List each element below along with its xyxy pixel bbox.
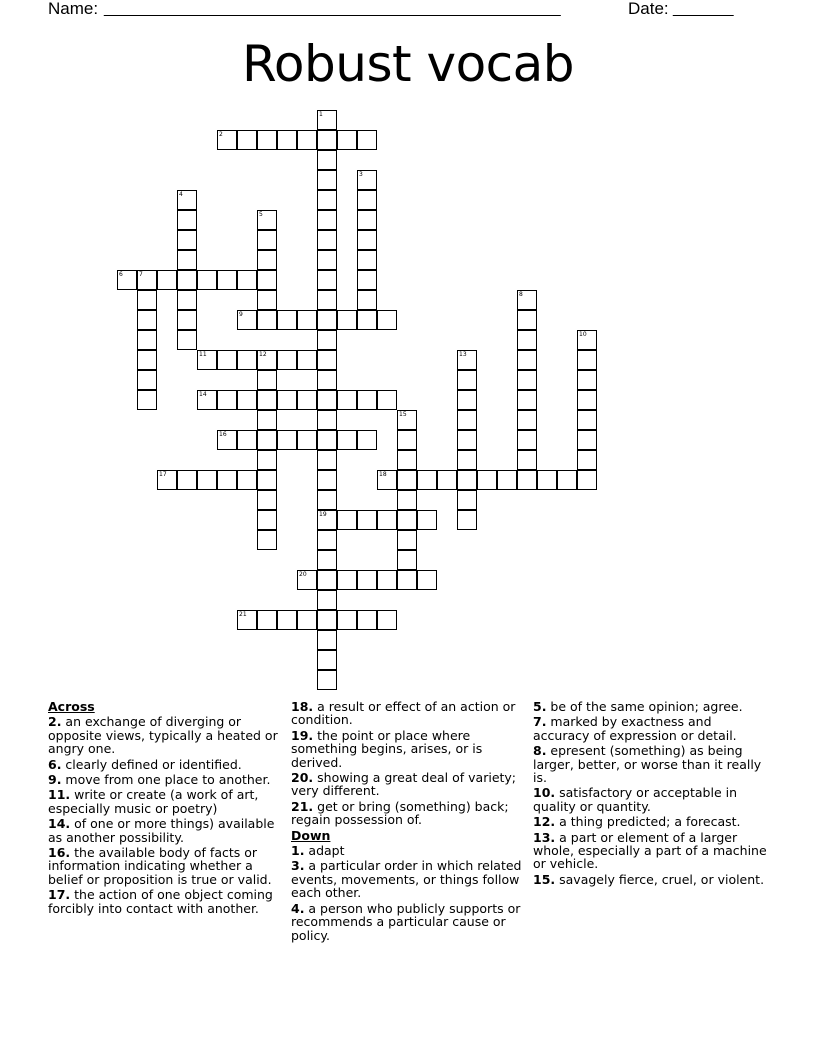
grid-cell[interactable] [377, 310, 397, 330]
grid-cell[interactable] [577, 450, 597, 470]
clue-number: 6. [48, 756, 62, 772]
grid-cell[interactable] [317, 430, 337, 450]
clue-text: clearly defined or identified. [61, 756, 242, 772]
grid-cell[interactable] [157, 270, 177, 290]
grid-cell[interactable] [517, 450, 537, 470]
clue-number-label: 14 [199, 391, 207, 398]
grid-cell[interactable] [397, 450, 417, 470]
grid-cell[interactable] [417, 470, 437, 490]
grid-cell[interactable] [317, 630, 337, 650]
grid-cell[interactable] [397, 510, 417, 530]
clue-text: get or bring (something) back; regain possession of. [291, 798, 509, 828]
grid-cell[interactable] [357, 570, 377, 590]
grid-cell[interactable] [517, 470, 537, 490]
grid-cell[interactable] [457, 350, 477, 370]
grid-cell[interactable] [217, 430, 237, 450]
grid-cell[interactable] [217, 130, 237, 150]
grid-cell[interactable] [517, 370, 537, 390]
grid-cell[interactable] [317, 370, 337, 390]
grid-cell[interactable] [457, 490, 477, 510]
grid-cell[interactable] [277, 610, 297, 630]
grid-cell[interactable] [137, 330, 157, 350]
grid-cell[interactable] [257, 390, 277, 410]
clue-number-label: 20 [299, 571, 307, 578]
clue-number: 9. [48, 772, 62, 788]
grid-cell[interactable] [297, 390, 317, 410]
clue-text: savagely fierce, cruel, or violent. [555, 871, 765, 887]
across-clue [291, 800, 527, 827]
clue-number: 1. [291, 843, 305, 859]
across-clue [48, 888, 280, 915]
grid-cell[interactable] [177, 190, 197, 210]
clue-number: 13. [533, 829, 556, 845]
grid-cell[interactable] [317, 150, 337, 170]
grid-cell[interactable] [277, 390, 297, 410]
down-clue [291, 902, 527, 942]
grid-cell[interactable] [257, 510, 277, 530]
grid-cell[interactable] [397, 490, 417, 510]
grid-cell[interactable] [257, 270, 277, 290]
grid-cell[interactable] [277, 430, 297, 450]
clue-number-label: 6 [119, 271, 123, 278]
grid-cell[interactable] [157, 470, 177, 490]
grid-cell[interactable] [317, 110, 337, 130]
grid-cell[interactable] [357, 430, 377, 450]
clue-number: 17. [48, 887, 71, 903]
grid-cell[interactable] [357, 130, 377, 150]
clue-number-label: 17 [159, 471, 167, 478]
across-clue [48, 758, 280, 771]
clues-column-2 [291, 700, 527, 944]
grid-cell[interactable] [257, 410, 277, 430]
grid-cell[interactable] [377, 470, 397, 490]
grid-cell[interactable] [257, 230, 277, 250]
clue-text: the point or place where something begins, arises, or is derived. [291, 727, 483, 770]
clue-number-label: 18 [379, 471, 387, 478]
clue-number-label: 8 [519, 291, 523, 298]
grid-cell[interactable] [377, 570, 397, 590]
across-clue [48, 846, 280, 886]
clue-text: showing a great deal of variety; very different. [291, 770, 517, 799]
clue-number-label: 13 [459, 351, 467, 358]
grid-cell[interactable] [177, 290, 197, 310]
grid-cell[interactable] [317, 170, 337, 190]
clue-text: the available body of facts or information indicating whether a belief or proposition is true or valid. [48, 845, 272, 887]
clue-number: 21. [291, 798, 314, 814]
grid-cell[interactable] [357, 610, 377, 630]
down-clue [291, 844, 527, 857]
grid-cell[interactable] [237, 610, 257, 630]
clues-column-3 [533, 700, 769, 888]
name-line[interactable]: ______________________________________________________ [104, 0, 561, 17]
grid-cell[interactable] [237, 430, 257, 450]
clue-number-label: 10 [579, 331, 587, 338]
grid-cell[interactable] [317, 310, 337, 330]
grid-cell[interactable] [297, 610, 317, 630]
grid-cell[interactable] [237, 310, 257, 330]
grid-cell[interactable] [357, 230, 377, 250]
grid-cell[interactable] [137, 290, 157, 310]
grid-cell[interactable] [297, 310, 317, 330]
grid-cell[interactable] [317, 130, 337, 150]
clue-number-label: 15 [399, 411, 407, 418]
across-clue [48, 773, 280, 786]
grid-cell[interactable] [317, 650, 337, 670]
clue-text: a part or element of a larger whole, especially a part of a machine or vehicle. [533, 829, 767, 872]
grid-cell[interactable] [297, 130, 317, 150]
grid-cell[interactable] [577, 370, 597, 390]
clue-number-label: 11 [199, 351, 207, 358]
grid-cell[interactable] [177, 250, 197, 270]
down-clue [533, 744, 769, 784]
grid-cell[interactable] [177, 470, 197, 490]
grid-cell[interactable] [477, 470, 497, 490]
grid-cell[interactable] [317, 290, 337, 310]
grid-cell[interactable] [217, 350, 237, 370]
grid-cell[interactable] [237, 350, 257, 370]
across-clue [291, 700, 527, 727]
grid-cell[interactable] [257, 250, 277, 270]
grid-cell[interactable] [517, 390, 537, 410]
grid-cell[interactable] [197, 350, 217, 370]
grid-cell[interactable] [257, 210, 277, 230]
clue-number-label: 1 [319, 111, 323, 118]
grid-cell[interactable] [177, 310, 197, 330]
grid-cell[interactable] [417, 570, 437, 590]
grid-cell[interactable] [317, 570, 337, 590]
grid-cell[interactable] [337, 430, 357, 450]
grid-cell[interactable] [337, 130, 357, 150]
clue-number: 3. [291, 858, 305, 874]
grid-cell[interactable] [317, 250, 337, 270]
clue-number-label: 16 [219, 431, 227, 438]
grid-cell[interactable] [537, 470, 557, 490]
clue-text: adapt [304, 843, 345, 859]
grid-cell[interactable] [337, 390, 357, 410]
across-heading: Across [48, 699, 95, 714]
clue-number-label: 7 [139, 271, 143, 278]
grid-cell[interactable] [137, 370, 157, 390]
grid-cell[interactable] [577, 470, 597, 490]
grid-cell[interactable] [397, 430, 417, 450]
grid-cell[interactable] [237, 270, 257, 290]
grid-cell[interactable] [317, 330, 337, 350]
clue-number-label: 3 [359, 171, 363, 178]
grid-cell[interactable] [117, 270, 137, 290]
clue-number: 15. [533, 871, 556, 887]
clue-number: 20. [291, 770, 314, 786]
grid-cell[interactable] [577, 330, 597, 350]
grid-cell[interactable] [317, 550, 337, 570]
grid-cell[interactable] [457, 450, 477, 470]
grid-cell[interactable] [317, 230, 337, 250]
grid-cell[interactable] [277, 130, 297, 150]
down-clue [533, 786, 769, 813]
grid-cell[interactable] [317, 670, 337, 690]
grid-cell[interactable] [457, 510, 477, 530]
grid-cell[interactable] [277, 310, 297, 330]
grid-cell[interactable] [417, 510, 437, 530]
grid-cell[interactable] [577, 410, 597, 430]
grid-cell[interactable] [257, 430, 277, 450]
grid-cell[interactable] [317, 470, 337, 490]
clue-number-label: 21 [239, 611, 247, 618]
down-clue [291, 859, 527, 899]
grid-cell[interactable] [357, 190, 377, 210]
grid-cell[interactable] [317, 270, 337, 290]
name-label: Name: [48, 0, 99, 18]
grid-cell[interactable] [317, 190, 337, 210]
grid-cell[interactable] [517, 350, 537, 370]
grid-cell[interactable] [517, 310, 537, 330]
across-clue [48, 817, 280, 844]
grid-cell[interactable] [457, 430, 477, 450]
grid-cell[interactable] [517, 290, 537, 310]
grid-cell[interactable] [257, 130, 277, 150]
page-title: Robust vocab [241, 35, 575, 93]
grid-cell[interactable] [317, 610, 337, 630]
grid-cell[interactable] [377, 610, 397, 630]
grid-cell[interactable] [457, 470, 477, 490]
grid-cell[interactable] [557, 470, 577, 490]
grid-cell[interactable] [357, 390, 377, 410]
grid-cell[interactable] [197, 390, 217, 410]
clue-number-label: 2 [219, 131, 223, 138]
down-clue [533, 873, 769, 886]
grid-cell[interactable] [217, 270, 237, 290]
grid-cell[interactable] [257, 450, 277, 470]
grid-cell[interactable] [257, 610, 277, 630]
down-heading: Down [291, 827, 331, 843]
grid-cell[interactable] [337, 570, 357, 590]
down-clue [533, 715, 769, 742]
grid-cell[interactable] [317, 350, 337, 370]
grid-cell[interactable] [357, 170, 377, 190]
grid-cell[interactable] [257, 370, 277, 390]
clues-column-1 [48, 700, 280, 917]
grid-cell[interactable] [377, 390, 397, 410]
date-label: Date: [628, 0, 669, 18]
across-clue [291, 771, 527, 798]
grid-cell[interactable] [137, 390, 157, 410]
grid-cell[interactable] [177, 210, 197, 230]
grid-cell[interactable] [257, 470, 277, 490]
grid-cell[interactable] [457, 410, 477, 430]
clue-number-label: 9 [239, 311, 243, 318]
across-clue [291, 729, 527, 769]
down-clue [533, 815, 769, 828]
clue-number-label: 5 [259, 211, 263, 218]
grid-cell[interactable] [317, 590, 337, 610]
grid-cell[interactable] [357, 290, 377, 310]
clue-text: a thing predicted; a forecast. [555, 814, 741, 830]
grid-cell[interactable] [337, 310, 357, 330]
clue-number: 12. [533, 814, 556, 830]
grid-cell[interactable] [357, 510, 377, 530]
clue-number: 8. [533, 743, 547, 759]
grid-cell[interactable] [497, 470, 517, 490]
grid-cell[interactable] [237, 470, 257, 490]
grid-cell[interactable] [297, 430, 317, 450]
clue-number-label: 12 [259, 351, 267, 358]
clue-number: 19. [291, 727, 314, 743]
clue-number-label: 19 [319, 511, 327, 518]
grid-cell[interactable] [257, 310, 277, 330]
clue-number: 14. [48, 816, 71, 832]
clue-text: the action of one object coming forcibly into contact with another. [48, 887, 273, 916]
across-clue [48, 715, 280, 755]
grid-cell[interactable] [317, 450, 337, 470]
grid-cell[interactable] [397, 470, 417, 490]
grid-cell[interactable] [257, 290, 277, 310]
grid-cell[interactable] [577, 430, 597, 450]
grid-cell[interactable] [457, 370, 477, 390]
grid-cell[interactable] [217, 470, 237, 490]
clue-text: of one or more things) available as another possibility. [48, 816, 275, 845]
clue-number: 16. [48, 845, 71, 861]
grid-cell[interactable] [317, 530, 337, 550]
clue-text: epresent (something) as being larger, better, or worse than it really is. [533, 743, 762, 786]
clue-number: 18. [291, 699, 314, 714]
grid-cell[interactable] [577, 350, 597, 370]
grid-cell[interactable] [517, 330, 537, 350]
clue-text: a particular order in which related events, movements, or things follow each other. [291, 858, 522, 901]
grid-cell[interactable] [297, 570, 317, 590]
grid-cell[interactable] [317, 510, 337, 530]
grid-cell[interactable] [377, 510, 397, 530]
down-clue [533, 700, 769, 713]
grid-cell[interactable] [397, 530, 417, 550]
grid-cell[interactable] [137, 310, 157, 330]
clue-number-label: 4 [179, 191, 183, 198]
grid-cell[interactable] [197, 270, 217, 290]
clue-text: a result or effect of an action or condition. [291, 699, 516, 728]
clue-number: 10. [533, 785, 556, 801]
clue-text: be of the same opinion; agree. [546, 699, 743, 714]
grid-cell[interactable] [517, 430, 537, 450]
clue-number: 11. [48, 787, 71, 803]
grid-cell[interactable] [137, 270, 157, 290]
grid-cell[interactable] [137, 350, 157, 370]
clue-number: 5. [533, 699, 547, 714]
grid-cell[interactable] [217, 390, 237, 410]
clue-text: move from one place to another. [61, 772, 271, 788]
grid-cell[interactable] [317, 410, 337, 430]
clue-text: an exchange of diverging or opposite views, typically a heated or angry one. [48, 714, 278, 757]
clue-text: a person who publicly supports or recommends a particular cause or policy. [291, 900, 521, 943]
clue-text: write or create (a work of art, especially music or poetry) [48, 787, 259, 816]
clue-number: 4. [291, 900, 305, 916]
grid-cell[interactable] [177, 330, 197, 350]
grid-cell[interactable] [257, 530, 277, 550]
grid-cell[interactable] [317, 210, 337, 230]
grid-cell[interactable] [397, 550, 417, 570]
grid-cell[interactable] [177, 270, 197, 290]
grid-cell[interactable] [317, 390, 337, 410]
grid-cell[interactable] [277, 350, 297, 370]
grid-cell[interactable] [337, 610, 357, 630]
down-clue [533, 831, 769, 871]
grid-cell[interactable] [357, 210, 377, 230]
across-clue [48, 788, 280, 815]
grid-cell[interactable] [517, 410, 537, 430]
grid-cell[interactable] [197, 470, 217, 490]
grid-cell[interactable] [457, 390, 477, 410]
grid-cell[interactable] [317, 490, 337, 510]
grid-cell[interactable] [357, 270, 377, 290]
grid-cell[interactable] [397, 570, 417, 590]
grid-cell[interactable] [397, 410, 417, 430]
grid-cell[interactable] [257, 350, 277, 370]
grid-cell[interactable] [337, 510, 357, 530]
date-line[interactable]: _______ [673, 0, 734, 17]
clue-number: 2. [48, 714, 62, 730]
grid-cell[interactable] [357, 250, 377, 270]
grid-cell[interactable] [297, 350, 317, 370]
grid-cell[interactable] [237, 130, 257, 150]
grid-cell[interactable] [177, 230, 197, 250]
grid-cell[interactable] [237, 390, 257, 410]
clue-text: satisfactory or acceptable in quality or quantity. [533, 785, 737, 814]
clue-text: marked by exactness and accuracy of expression or detail. [533, 714, 737, 743]
grid-cell[interactable] [257, 490, 277, 510]
grid-cell[interactable] [437, 470, 457, 490]
grid-cell[interactable] [357, 310, 377, 330]
grid-cell[interactable] [577, 390, 597, 410]
clue-number: 7. [533, 714, 547, 730]
